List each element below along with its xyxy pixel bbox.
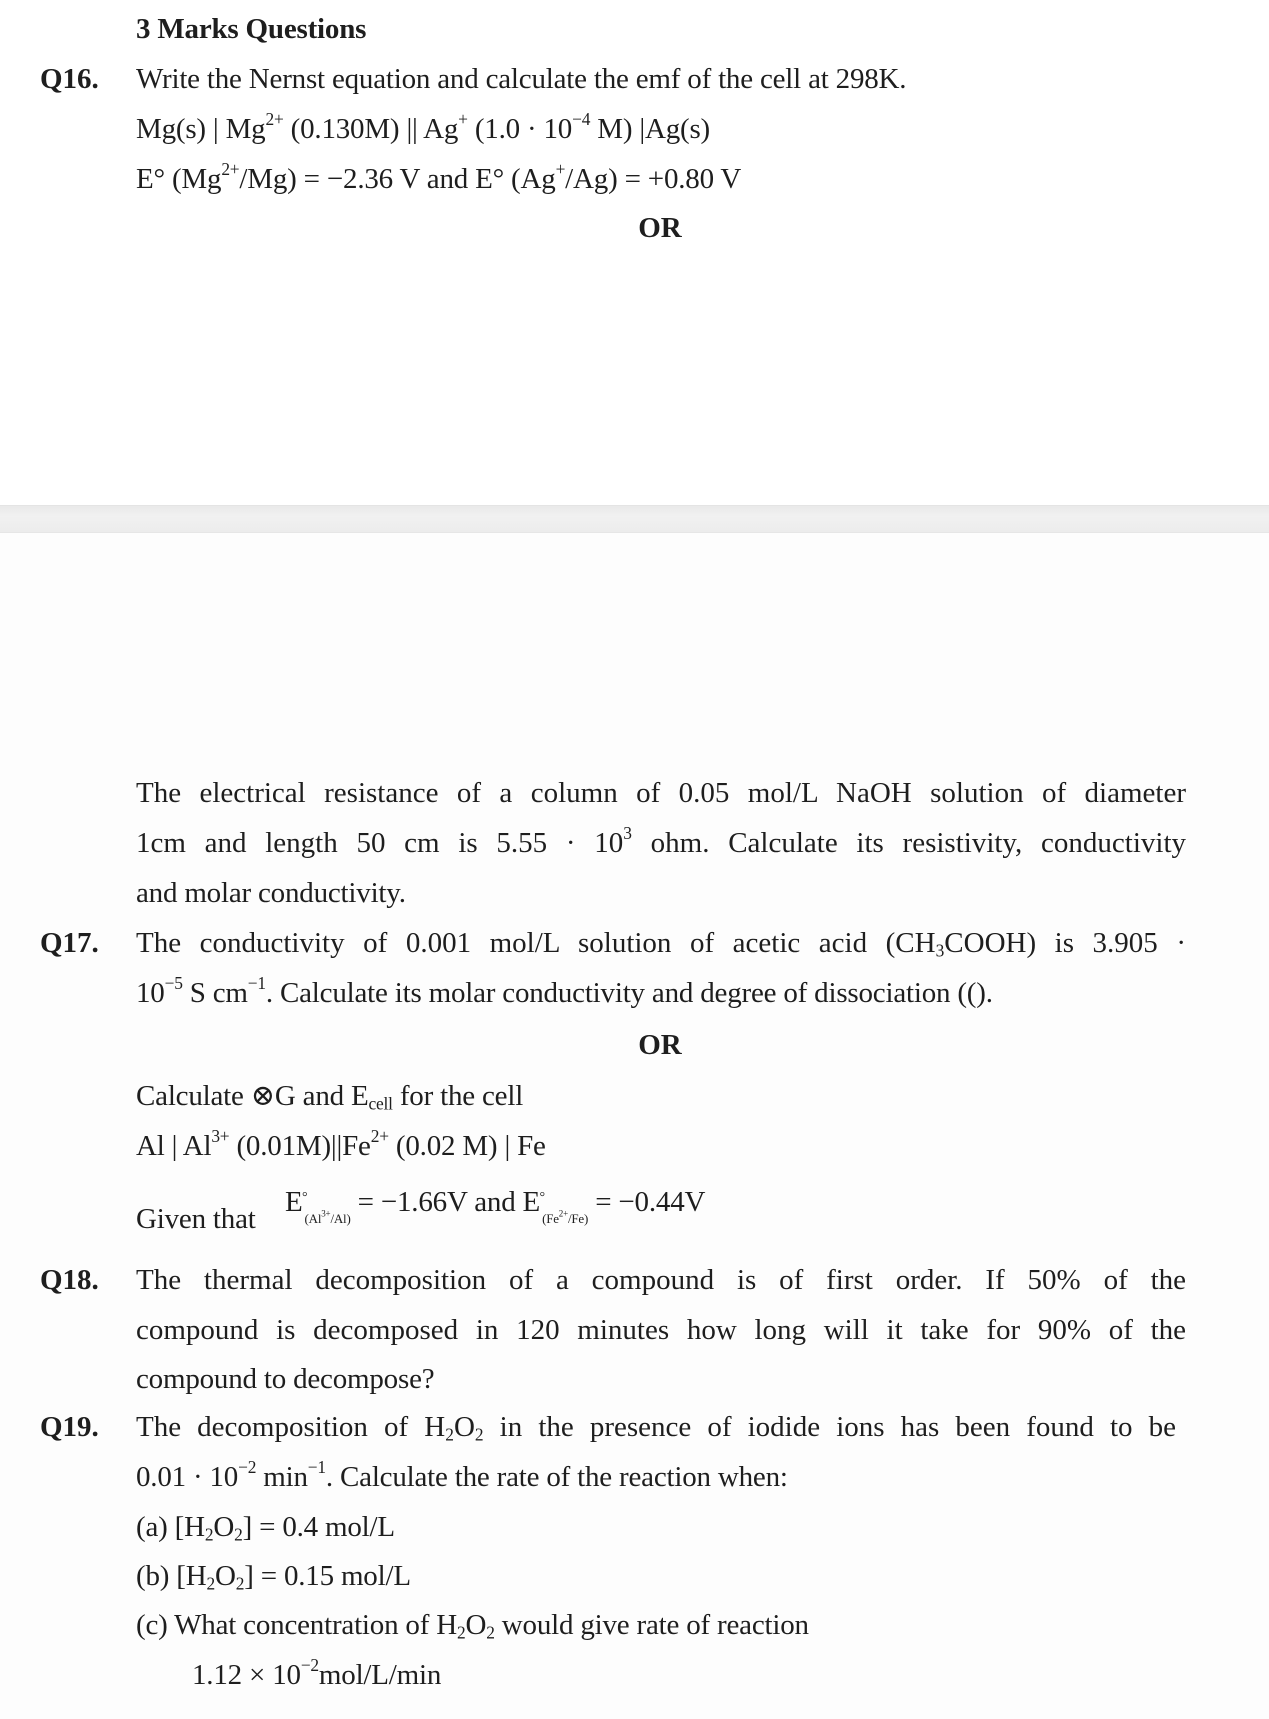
q19-part-c-sub1: 2 bbox=[457, 1622, 466, 1643]
q17-number: Q17. bbox=[40, 927, 99, 959]
q19-part-c-text-b: O bbox=[465, 1609, 487, 1641]
q17-alt-e1-sub-b: /Al) bbox=[330, 1210, 351, 1226]
q17-alt-cell-c: (0.02 M) | Fe bbox=[388, 1130, 546, 1162]
q17-alt-e2-subscript bbox=[542, 1207, 589, 1226]
q17-alt-e1-symbol: E bbox=[285, 1186, 303, 1218]
q19-part-b-text-a: [H bbox=[169, 1560, 207, 1592]
q19-line2-b: min bbox=[256, 1461, 308, 1493]
q19-line1-b: O bbox=[453, 1411, 475, 1443]
q16-e1-charge: 2+ bbox=[221, 158, 240, 179]
q17-line2-b: S cm bbox=[182, 977, 248, 1009]
q16-cell-mg-conc: (0.130M) || Ag bbox=[283, 113, 459, 145]
q19-number: Q19. bbox=[40, 1411, 99, 1443]
q17-line2-exp2: −1 bbox=[247, 972, 266, 993]
q19-part-a-sub1: 2 bbox=[204, 1524, 214, 1545]
q16-cell-ag-conc-a: (1.0 · 10 bbox=[467, 113, 573, 145]
q19-part-b-sub1: 2 bbox=[206, 1573, 215, 1594]
q19-rate-b: mol/L/min bbox=[318, 1659, 442, 1691]
section-title: 3 Marks Questions bbox=[136, 13, 367, 45]
q17-line2-a: 10 bbox=[136, 977, 165, 1009]
q17-alt-cell-charge1: 3+ bbox=[211, 1125, 230, 1146]
q19-line1-sub1: 2 bbox=[445, 1424, 454, 1445]
q17-line1-a: The conductivity of 0.001 mol/L solution of acetic acid (CH bbox=[136, 927, 936, 959]
q19-line2-a: 0.01 · 10 bbox=[136, 1461, 239, 1493]
q19-part-a-text-c: ] = 0.4 mol/L bbox=[242, 1511, 395, 1543]
q19-part-a-text-a: [H bbox=[167, 1511, 205, 1543]
degree-icon: ° bbox=[539, 1190, 545, 1205]
q16-cell-notation bbox=[136, 108, 710, 146]
q17-alt-e2 bbox=[523, 1185, 589, 1236]
q17-alt-e1-subscript bbox=[304, 1207, 351, 1226]
q17-alt-e2-sub-a: (Fe bbox=[542, 1210, 559, 1226]
q19-line2-exp2: −1 bbox=[307, 1456, 326, 1477]
q17-alt-line1-b: for the cell bbox=[392, 1080, 524, 1112]
q19-line2 bbox=[136, 1456, 788, 1494]
page-divider-band bbox=[0, 505, 1269, 533]
q16-standard-potentials bbox=[136, 158, 742, 196]
q16-cell-ag-exp: −4 bbox=[572, 108, 591, 129]
q17-line2-exp1: −5 bbox=[164, 972, 183, 993]
q16-cell-mg: Mg(s) | Mg bbox=[136, 113, 266, 145]
q19-part-b bbox=[136, 1559, 411, 1593]
q19-part-a bbox=[136, 1510, 395, 1544]
q16-alt-line2 bbox=[136, 822, 1186, 860]
q16-e2-charge: + bbox=[555, 158, 566, 179]
q16-e1-b: /Mg) = −2.36 V and E° (Ag bbox=[239, 163, 556, 195]
q17-alt-cell-a: Al | Al bbox=[136, 1130, 212, 1162]
q17-alt-cell-b: (0.01M)||Fe bbox=[229, 1130, 371, 1162]
q19-line1 bbox=[136, 1410, 1176, 1444]
q17-line2 bbox=[136, 972, 993, 1010]
q17-alt-e1-sub-a: (Al bbox=[304, 1210, 322, 1226]
q16-cell-ag-charge: + bbox=[458, 108, 468, 129]
q19-line2-exp1: −2 bbox=[238, 1456, 257, 1477]
q16-cell-mg-charge: 2+ bbox=[265, 108, 284, 129]
q19-part-a-sub2: 2 bbox=[234, 1524, 243, 1545]
q17-alt-e1 bbox=[285, 1185, 351, 1236]
q17-alt-e1-value: = −1.66V and bbox=[350, 1186, 523, 1218]
q19-part-a-text-b: O bbox=[213, 1511, 235, 1543]
q19-part-b-sub2: 2 bbox=[235, 1573, 245, 1594]
q16-alt-line2-exp: 3 bbox=[623, 822, 632, 843]
q17-alt-line1-sub: cell bbox=[368, 1093, 393, 1114]
q16-e2-b: /Ag) = +0.80 V bbox=[565, 163, 742, 195]
q17-alt-e2-value: = −0.44V bbox=[588, 1186, 706, 1218]
q18-number: Q18. bbox=[40, 1264, 99, 1296]
q16-alt-line2-a: 1cm and length 50 cm is 5.55 · 10 bbox=[136, 827, 624, 859]
q16-e1-a: E° (Mg bbox=[136, 163, 222, 195]
q17-line2-c: . Calculate its molar conductivity and degree of dissociation ((). bbox=[265, 977, 993, 1009]
q19-part-b-text-c: ] = 0.15 mol/L bbox=[244, 1560, 411, 1592]
q16-or-label: OR bbox=[638, 212, 682, 244]
q19-line1-a: The decomposition of H bbox=[136, 1411, 446, 1443]
q19-part-b-label: (b) bbox=[136, 1560, 170, 1592]
degree-icon: ° bbox=[302, 1190, 308, 1205]
q16-number: Q16. bbox=[40, 63, 99, 95]
q18-line2: compound is decomposed in 120 minutes how long will it take for 90% of the bbox=[136, 1314, 1186, 1346]
q19-line2-c: . Calculate the rate of the reaction when: bbox=[325, 1461, 788, 1493]
q17-alt-cell-charge2: 2+ bbox=[370, 1125, 389, 1146]
q19-line1-c: in the presence of iodide ions has been found to be bbox=[483, 1411, 1176, 1443]
q17-line1 bbox=[136, 926, 1186, 960]
q17-line1-b: COOH) is 3.905 · bbox=[944, 927, 1186, 959]
q17-alt-e2-sub-b: /Fe) bbox=[567, 1210, 589, 1226]
q16-alt-line3: and molar conductivity. bbox=[136, 877, 406, 909]
q17-alt-given-label: Given that bbox=[136, 1203, 256, 1235]
q19-rate-exp: −2 bbox=[300, 1654, 319, 1675]
q17-alt-e2-sub-charge: 2+ bbox=[558, 1207, 568, 1218]
q16-alt-line2-b: ohm. Calculate its resistivity, conductivity bbox=[631, 827, 1186, 859]
q17-alt-cell bbox=[136, 1125, 546, 1163]
q16-alt-line1: The electrical resistance of a column of 0.05 mol/L NaOH solution of diameter bbox=[136, 777, 1186, 809]
q19-part-c-sub2: 2 bbox=[486, 1622, 495, 1643]
q17-or-label: OR bbox=[638, 1029, 682, 1061]
q18-line3: compound to decompose? bbox=[136, 1363, 435, 1395]
q17-alt-given-values bbox=[285, 1185, 705, 1236]
q19-rate-a: 1.12 × 10 bbox=[192, 1659, 301, 1691]
q19-part-c-label: (c) bbox=[136, 1609, 168, 1641]
q17-alt-line1-a: Calculate ⊗G and E bbox=[136, 1080, 369, 1112]
q16-cell-ag-conc-b: M) |Ag(s) bbox=[590, 113, 710, 145]
q19-part-b-text-b: O bbox=[214, 1560, 236, 1592]
q17-line1-sub: 3 bbox=[935, 940, 945, 961]
q16-prompt: Write the Nernst equation and calculate the emf of the cell at 298K. bbox=[136, 63, 907, 95]
q19-target-rate bbox=[192, 1654, 442, 1692]
q19-line1-sub2: 2 bbox=[474, 1424, 484, 1445]
q19-part-c bbox=[136, 1608, 809, 1642]
q19-part-a-label: (a) bbox=[136, 1511, 168, 1543]
q19-part-c-text-a: What concentration of H bbox=[167, 1609, 457, 1641]
q19-part-c-text-c: would give rate of reaction bbox=[494, 1609, 809, 1641]
q18-line1: The thermal decomposition of a compound is of first order. If 50% of the bbox=[136, 1264, 1186, 1296]
q17-alt-e1-sub-charge: 3+ bbox=[321, 1207, 331, 1218]
q17-alt-line1 bbox=[136, 1079, 523, 1113]
q17-alt-e2-symbol: E bbox=[522, 1186, 541, 1218]
